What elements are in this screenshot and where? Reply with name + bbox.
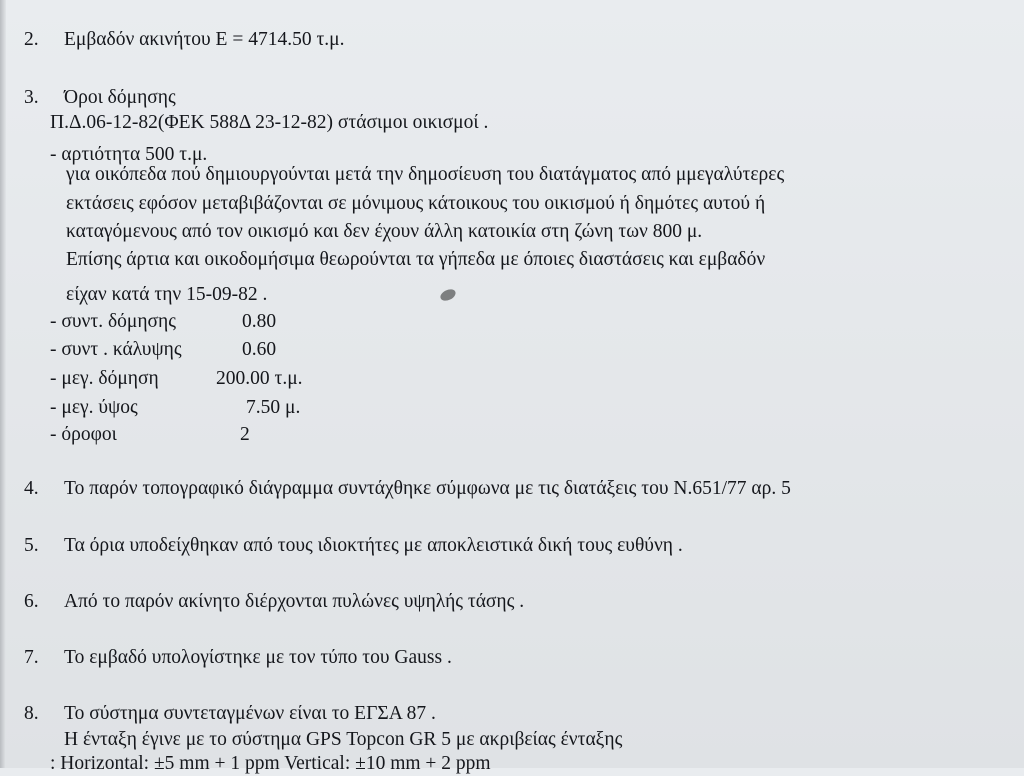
item-number: 6. xyxy=(24,591,39,612)
paragraph-line: Επίσης άρτια και οικοδομήσιμα θεωρούνται τα γήπεδα με όποιες διαστάσεις και εμβαδόν xyxy=(66,249,766,270)
spec-label: - όροφοι xyxy=(50,424,117,445)
accuracy-line: : Horizontal: ±5 mm + 1 ppm Vertical: ±10 mm + 2 ppm xyxy=(50,753,491,774)
decree-reference: Π.Δ.06-12-82(ΦΕΚ 588Δ 23-12-82) στάσιμοι οικισμοί . xyxy=(50,112,489,133)
paragraph-line: καταγόμενους από τον οικισμό και δεν έχουν άλλη κατοικία στη ζώνη των 800 μ. xyxy=(66,221,703,242)
item-number: 2. xyxy=(24,29,39,50)
item-text: Εμβαδόν ακινήτου Ε = 4714.50 τ.μ. xyxy=(64,29,345,50)
item-text: Όροι δόμησης xyxy=(64,87,176,108)
spec-value: 0.80 xyxy=(242,311,277,332)
spec-label: - συντ. δόμησης xyxy=(50,311,176,332)
spec-value: 0.60 xyxy=(242,339,277,360)
item-text: Το σύστημα συντεταγμένων είναι το ΕΓΣΑ 87 . xyxy=(64,703,436,724)
spec-value: 2 xyxy=(240,424,250,445)
item-number: 5. xyxy=(24,535,39,556)
gps-system-line: Η ένταξη έγινε με το σύστημα GPS Topcon GR 5 με ακριβείας ένταξης xyxy=(64,729,623,750)
item-number: 4. xyxy=(24,478,39,499)
spec-value: 7.50 μ. xyxy=(246,397,301,418)
spec-value: 200.00 τ.μ. xyxy=(216,368,303,389)
item-text: Το εμβαδό υπολογίστηκε με τον τύπο του Gauss . xyxy=(64,647,452,668)
spec-label: - συντ . κάλυψης xyxy=(50,339,182,360)
paragraph-line: για οικόπεδα πού δημιουργούνται μετά την δημοσίευση του διατάγματος από μμεγαλύτερες xyxy=(66,164,785,185)
item-text: Το παρόν τοπογραφικό διάγραμμα συντάχθηκε σύμφωνα με τις διατάξεις του Ν.651/77 αρ. 5 xyxy=(64,478,791,499)
spec-label: - μεγ. δόμηση xyxy=(50,368,159,389)
paragraph-line: είχαν κατά την 15-09-82 . xyxy=(66,284,268,305)
item-number: 8. xyxy=(24,703,39,724)
item-text: Από το παρόν ακίνητο διέρχονται πυλώνες υψηλής τάσης . xyxy=(64,591,525,612)
item-number: 3. xyxy=(24,87,39,108)
item-text: Τα όρια υποδείχθηκαν από τους ιδιοκτήτες με αποκλειστικά δική τους ευθύνη . xyxy=(64,535,683,556)
item-number: 7. xyxy=(24,647,39,668)
ink-smudge xyxy=(439,287,458,303)
minimum-area: - αρτιότητα 500 τ.μ. xyxy=(50,144,208,165)
paper-edge-shadow xyxy=(0,0,6,768)
spec-label: - μεγ. ύψος xyxy=(50,397,138,418)
paragraph-line: εκτάσεις εφόσον μεταβιβάζονται σε μόνιμους κάτοικους του οικισμού ή δημότες αυτού ή xyxy=(66,193,766,214)
